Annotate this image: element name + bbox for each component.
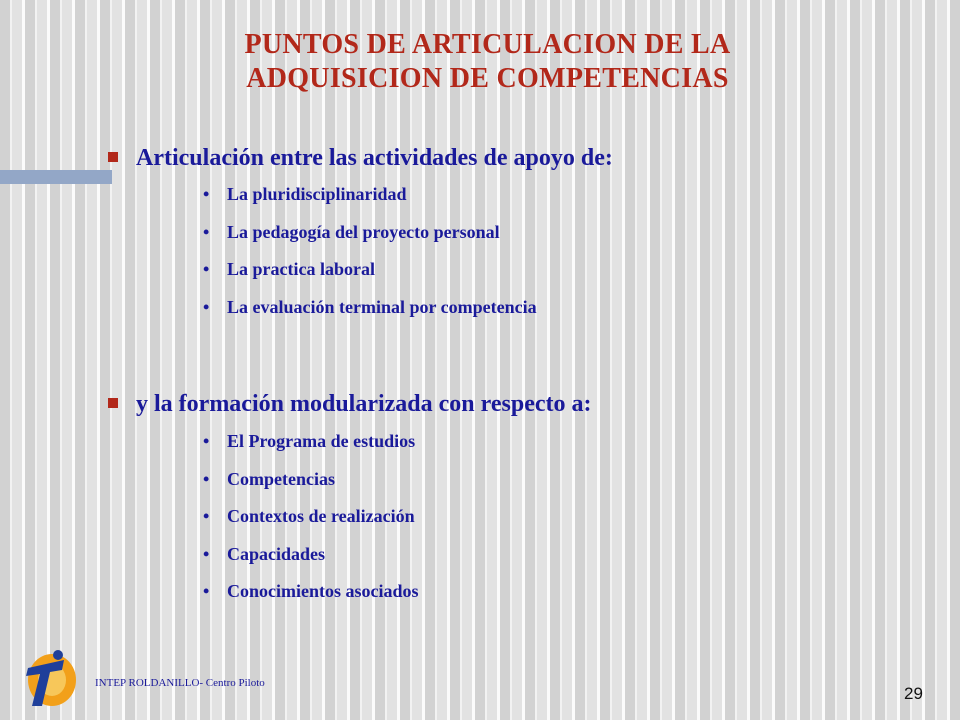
list-item xyxy=(203,296,537,334)
dot-bullet-icon: • xyxy=(203,506,210,526)
title-line-1: PUNTOS DE ARTICULACION DE LA xyxy=(244,29,731,60)
page-number: 29 xyxy=(904,684,923,703)
section-1-list xyxy=(203,183,537,333)
list-item xyxy=(203,468,419,506)
list-item-text: Contextos de realización xyxy=(227,506,415,526)
section-heading-1 xyxy=(108,143,613,173)
section-heading-text: Articulación entre las actividades de apoyo de: xyxy=(136,145,613,171)
section-heading-text: y la formación modularizada con respecto a: xyxy=(136,391,592,417)
dot-bullet-icon: • xyxy=(203,543,210,564)
accent-bar xyxy=(0,170,112,184)
list-item xyxy=(203,221,537,259)
list-item xyxy=(203,430,419,468)
list-item xyxy=(203,258,537,296)
dot-bullet-icon: • xyxy=(203,468,210,489)
list-item-text: El Programa de estudios xyxy=(227,431,416,451)
red-square-bullet-icon xyxy=(108,398,118,408)
list-item-text: La pedagogía del proyecto personal xyxy=(227,221,500,242)
list-item xyxy=(203,183,537,221)
list-item-text: La evaluación terminal por competencia xyxy=(227,296,537,317)
list-item-text: Conocimientos asociados xyxy=(227,581,419,601)
list-item-text: La pluridisciplinaridad xyxy=(227,184,407,204)
list-item xyxy=(203,543,419,581)
intep-logo-icon xyxy=(14,646,80,712)
dot-bullet-icon: • xyxy=(203,259,210,279)
dot-bullet-icon: • xyxy=(203,296,210,317)
dot-bullet-icon: • xyxy=(203,184,210,204)
list-item-text: Capacidades xyxy=(227,543,326,564)
section-2-list xyxy=(203,430,419,618)
dot-bullet-icon: • xyxy=(203,581,210,601)
dot-bullet-icon: • xyxy=(203,431,210,451)
footer-text: INTEP ROLDANILLO- Centro Piloto xyxy=(95,677,265,689)
list-item xyxy=(203,580,419,618)
list-item xyxy=(203,505,419,543)
red-square-bullet-icon xyxy=(108,152,118,162)
list-item-text: Competencias xyxy=(227,468,335,489)
dot-bullet-icon: • xyxy=(203,221,210,242)
list-item-text: La practica laboral xyxy=(227,259,375,279)
section-heading-2 xyxy=(108,389,592,419)
title-line-2: ADQUISICION DE COMPETENCIAS xyxy=(246,63,729,94)
slide-title xyxy=(120,28,855,96)
